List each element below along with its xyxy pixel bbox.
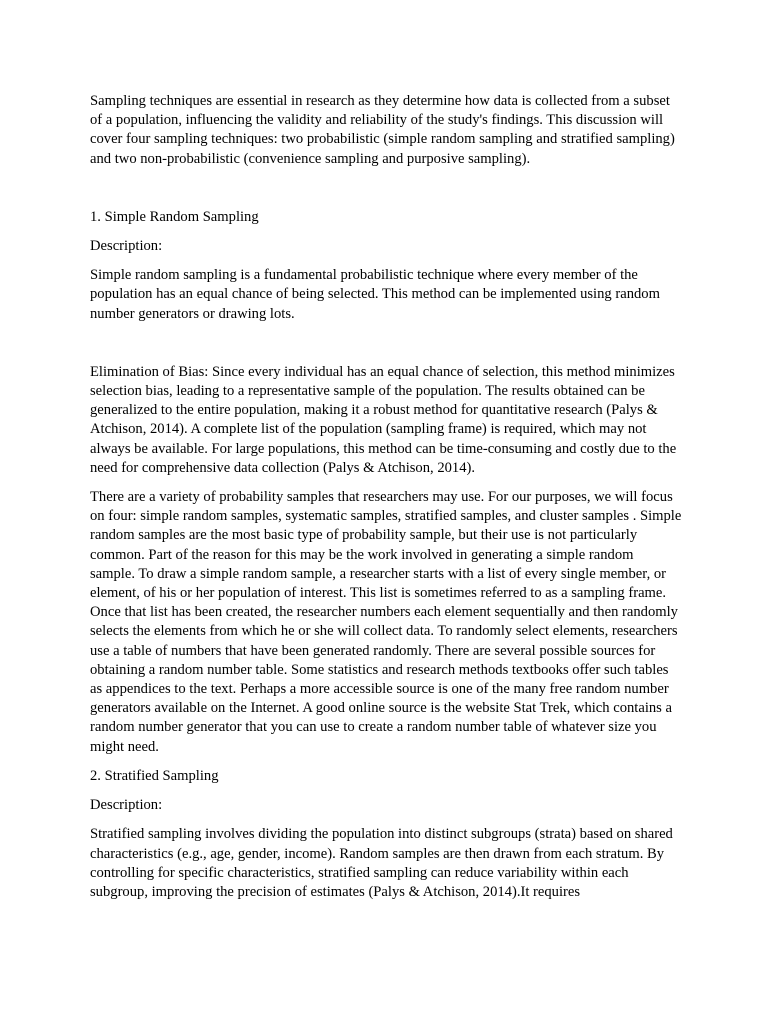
description-label: Description: <box>90 238 163 255</box>
document-page <box>90 92 682 902</box>
intro-paragraph: Sampling techniques are essential in research as they determine how data is collected from a subset of a population, influencing the validity and reliability of the study's findings. This discussion will cover four sampling techniques: two probabilistic (simple random sampling and stratified sampling) and two non-probabilistic (convenience sampling and purposive sampling). <box>90 93 675 167</box>
section-heading-simple-random-sampling: 1. Simple Random Sampling <box>90 208 259 225</box>
description-label: Description: <box>90 797 163 814</box>
elimination-of-bias-paragraph: Elimination of Bias: Since every individual has an equal chance of selection, this method minimizes selection bias, leading to a representative sample of the population. The results obtained can be generalized to the entire population, making it a robust method for quantitative research (Palys & Atchison, 2014). A complete list of the population (sampling frame) is required, which may not always be available. For large populations, this method can be time-consuming and costly due to the need for comprehensive data collection (Palys & Atchison, 2014). <box>90 363 677 476</box>
probability-samples-paragraph: There are a variety of probability samples that researchers may use. For our purposes, we will focus on four: simple random samples, systematic samples, stratified samples, and cluster samples . Simple random samples are the most basic type of probability sample, but their use is not particularly common. Part of the reason for this may be the work involved in generating a simple random sample. To draw a simple random sample, a researcher starts with a list of every single member, or element, of his or her population of interest. This list is sometimes referred to as a sampling frame. Once that list has been created, the researcher numbers each element sequentially and then randomly selects the elements from which he or she will collect data. To randomly select elements, researchers use a table of numbers that have been generated randomly. There are several possible sources for obtaining a random number table. Some statistics and research methods textbooks offer such tables as appendices to the text. Perhaps a more accessible source is one of the many free random number generators available on the Internet. A good online source is the website Stat Trek, which contains a random number generator that you can use to create a random number table of whatever size you might need. <box>90 489 682 755</box>
stratified-description-paragraph: Stratified sampling involves dividing the population into distinct subgroups (strata) based on shared characteristics (e.g., age, gender, income). Random samples are then drawn from each stratum. By controlling for specific characteristics, stratified sampling can reduce variability within each subgroup, improving the precision of estimates (Palys & Atchison, 2014).It requires <box>90 826 673 900</box>
simple-random-description-paragraph: Simple random sampling is a fundamental probabilistic technique where every member of the population has an equal chance of being selected. This method can be implemented using random number generators or drawing lots. <box>90 267 660 322</box>
section-heading-stratified-sampling: 2. Stratified Sampling <box>90 767 219 784</box>
